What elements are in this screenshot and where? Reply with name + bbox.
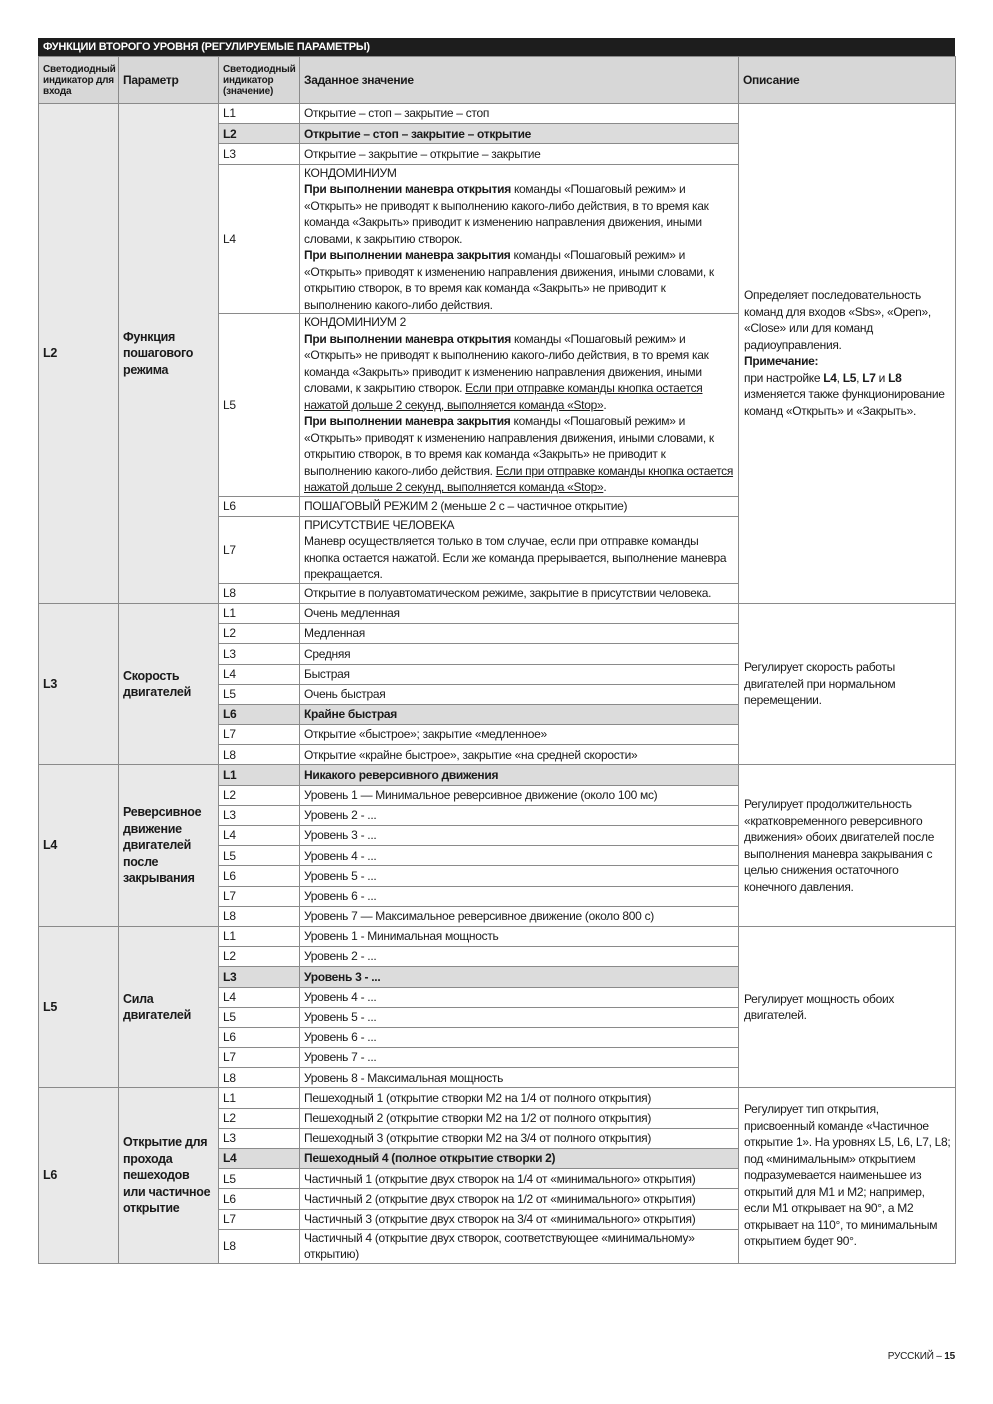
value-text: Медленная (300, 624, 739, 644)
group-led-l2: L2 (39, 104, 119, 604)
value-led: L8 (219, 1068, 300, 1088)
value-led: L3 (219, 805, 300, 825)
value-text: Открытие – стоп – закрытие – открытие (300, 124, 739, 144)
value-text: Крайне быстрая (300, 704, 739, 724)
value-led: L5 (219, 846, 300, 866)
value-text: Уровень 4 - ... (300, 846, 739, 866)
group-param-l4: Реверсивное движение двигателей после закрывания (119, 765, 219, 927)
value-led: L4 (219, 826, 300, 846)
group-param-l3: Скорость двигателей (119, 603, 219, 765)
table-row (39, 926, 956, 946)
value-led: L3 (219, 644, 300, 664)
header-setting: Заданное значение (300, 57, 739, 104)
value-led: L1 (219, 765, 300, 785)
value-text: ПОШАГОВЫЙ РЕЖИМ 2 (меньше 2 с – частичное открытие) (300, 496, 739, 516)
value-text: Открытие «быстрое»; закрытие «медленное» (300, 725, 739, 745)
value-led: L1 (219, 603, 300, 623)
table-row (39, 104, 956, 124)
value-text: Пешеходный 3 (открытие створки М2 на 3/4 от полного открытия) (300, 1128, 739, 1148)
value-text: Пешеходный 2 (открытие створки М2 на 1/2 от полного открытия) (300, 1108, 739, 1128)
value-led: L3 (219, 967, 300, 987)
group-desc-l3: Регулирует скорость работы двигателей при нормальном перемещении. (739, 603, 956, 765)
value-text: Открытие в полуавтоматическом режиме, закрытие в присутствии человека. (300, 583, 739, 603)
page-number: 15 (944, 1351, 955, 1362)
group-led-l4: L4 (39, 765, 119, 927)
value-led: L1 (219, 1088, 300, 1108)
settings-table-container (38, 38, 955, 1264)
value-led: L2 (219, 1108, 300, 1128)
value-led: L8 (219, 906, 300, 926)
group-led-l6: L6 (39, 1088, 119, 1263)
value-led: L1 (219, 926, 300, 946)
value-led: L5 (219, 1169, 300, 1189)
header-value-led: Светодиодный индикатор (значение) (219, 57, 300, 104)
value-led: L7 (219, 1209, 300, 1229)
value-text: Частичный 1 (открытие двух створок на 1/4 от «минимального» открытия) (300, 1169, 739, 1189)
value-text: Уровень 1 - Минимальная мощность (300, 926, 739, 946)
value-led: L8 (219, 745, 300, 765)
value-led: L4 (219, 1149, 300, 1169)
value-text: Частичный 2 (открытие двух створок на 1/2 от «минимального» открытия) (300, 1189, 739, 1209)
group-desc-l4: Регулирует продолжительность «кратковременного реверсивного движения» обоих двигателей после выполнения маневра закрывания с целью снижения остаточного конечного давления. (739, 765, 956, 927)
value-text: Уровень 3 - ... (300, 826, 739, 846)
group-desc-l6: Регулирует тип открытия, присвоенный команде «Частичное открытие 1». На уровнях L5, L6, L7, L8; под «минимальным» открытием подразумевается наименьшее из открытий для М1 и М2; например, если М1 открывает на 90°, а М2 открывает на 110°, то минимальным открытием будет 90°. (739, 1088, 956, 1263)
value-led: L2 (219, 624, 300, 644)
value-text: Открытие – закрытие – открытие – закрытие (300, 144, 739, 164)
value-led: L5 (219, 684, 300, 704)
value-text: Уровень 1 — Минимальное реверсивное движение (около 100 мс) (300, 785, 739, 805)
group-param-l6: Открытие для прохода пешеходов или частичное открытие (119, 1088, 219, 1263)
table-row (39, 765, 956, 785)
page-footer (888, 1351, 955, 1362)
value-text-multiline: КОНДОМИНИУМ 2 При выполнении маневра открытия команды «Пошаговый режим» и «Открыть» не приводят к выполнению какого-либо действия, в то время как команда «Закрыть» приводит к изменению направления движения, иными словами, к закрытию створок. Если при отправке команды кнопка остается нажатой дольше 2 секунд, выполняется команда «Stop». При выполнении маневра закрытия команды «Пошаговый режим» и «Открыть» приводят к изменению направления движения, иными словами, к открытию створок, в то время как команда «Закрыть» не приводит к выполнению какого-либо действия. Если при отправке команды кнопка остается нажатой дольше 2 секунд, выполняется команда «Stop». (300, 314, 739, 497)
group-led-l3: L3 (39, 603, 119, 765)
footer-language: РУССКИЙ – (887, 1351, 945, 1362)
value-text: Открытие «крайне быстрое», закрытие «на средней скорости» (300, 745, 739, 765)
value-led: L6 (219, 1189, 300, 1209)
value-led: L6 (219, 1027, 300, 1047)
value-led: L8 (219, 583, 300, 603)
value-text: Очень медленная (300, 603, 739, 623)
group-param-l5: Сила двигателей (119, 926, 219, 1088)
value-led: L3 (219, 144, 300, 164)
value-text: Никакого реверсивного движения (300, 765, 739, 785)
group-param-l2: Функция пошагового режима (119, 104, 219, 604)
value-led: L4 (219, 164, 300, 314)
header-input-led: Светодиодный индикатор для входа (39, 57, 119, 104)
value-text: Уровень 7 — Максимальное реверсивное движение (около 800 с) (300, 906, 739, 926)
value-text: Частичный 4 (открытие двух створок, соответствующее «минимальному» открытию) (300, 1229, 739, 1263)
value-text: Пешеходный 1 (открытие створки М2 на 1/4 от полного открытия) (300, 1088, 739, 1108)
value-led: L8 (219, 1229, 300, 1263)
value-led: L7 (219, 725, 300, 745)
table-row (39, 603, 956, 623)
header-row (39, 57, 956, 104)
value-led: L4 (219, 987, 300, 1007)
header-parameter: Параметр (119, 57, 219, 104)
value-text: Уровень 2 - ... (300, 947, 739, 967)
value-led: L6 (219, 866, 300, 886)
value-led: L5 (219, 1007, 300, 1027)
value-led: L6 (219, 496, 300, 516)
value-led: L2 (219, 947, 300, 967)
value-led: L5 (219, 314, 300, 497)
value-text: Уровень 5 - ... (300, 1007, 739, 1027)
value-text: Очень быстрая (300, 684, 739, 704)
value-text: Уровень 6 - ... (300, 1027, 739, 1047)
header-description: Описание (739, 57, 956, 104)
value-text-multiline: ПРИСУТСТВИЕ ЧЕЛОВЕКА Маневр осуществляется только в том случае, если при отправке команды кнопка остается нажатой. Если же команда прерывается, выполнение маневра прекращается. (300, 516, 739, 583)
value-text-multiline: КОНДОМИНИУМ При выполнении маневра открытия команды «Пошаговый режим» и «Открыть» не приводят к выполнению какого-либо действия, в то время как команда «Закрыть» приводит к изменению направления движения, иными словами, к закрытию створок. При выполнении маневра закрытия команды «Пошаговый режим» и «Открыть» приводят к изменению направления движения, иными словами, к открытию створок, в то время как команда «Закрыть» не приводит к выполнению какого-либо действия. (300, 164, 739, 314)
second-level-functions-table (38, 56, 956, 1264)
value-text: Частичный 3 (открытие двух створок на 3/4 от «минимального» открытия) (300, 1209, 739, 1229)
group-desc-l2: Определяет последовательность команд для входов «Sbs», «Open», «Close» или для команд радиоуправления. Примечание: при настройке L4, L5, L7 и L8 изменяется также функционирование команд «Открыть» и «Закрыть». (739, 104, 956, 604)
value-text: Уровень 4 - ... (300, 987, 739, 1007)
value-led: L3 (219, 1128, 300, 1148)
value-led: L6 (219, 704, 300, 724)
value-led: L7 (219, 516, 300, 583)
value-text: Открытие – стоп – закрытие – стоп (300, 104, 739, 124)
value-text: Быстрая (300, 664, 739, 684)
value-led: L7 (219, 1048, 300, 1068)
group-desc-l5: Регулирует мощность обоих двигателей. (739, 926, 956, 1088)
value-led: L2 (219, 785, 300, 805)
group-led-l5: L5 (39, 926, 119, 1088)
value-led: L4 (219, 664, 300, 684)
table-row (39, 1088, 956, 1108)
table-title: ФУНКЦИИ ВТОРОГО УРОВНЯ (РЕГУЛИРУЕМЫЕ ПАРАМЕТРЫ) (38, 38, 955, 56)
value-text: Уровень 8 - Максимальная мощность (300, 1068, 739, 1088)
value-text: Уровень 5 - ... (300, 866, 739, 886)
value-text: Уровень 3 - ... (300, 967, 739, 987)
value-text: Уровень 7 - ... (300, 1048, 739, 1068)
value-led: L2 (219, 124, 300, 144)
value-text: Уровень 6 - ... (300, 886, 739, 906)
value-text: Уровень 2 - ... (300, 805, 739, 825)
value-led: L1 (219, 104, 300, 124)
value-text: Пешеходный 4 (полное открытие створки 2) (300, 1149, 739, 1169)
value-led: L7 (219, 886, 300, 906)
value-text: Средняя (300, 644, 739, 664)
